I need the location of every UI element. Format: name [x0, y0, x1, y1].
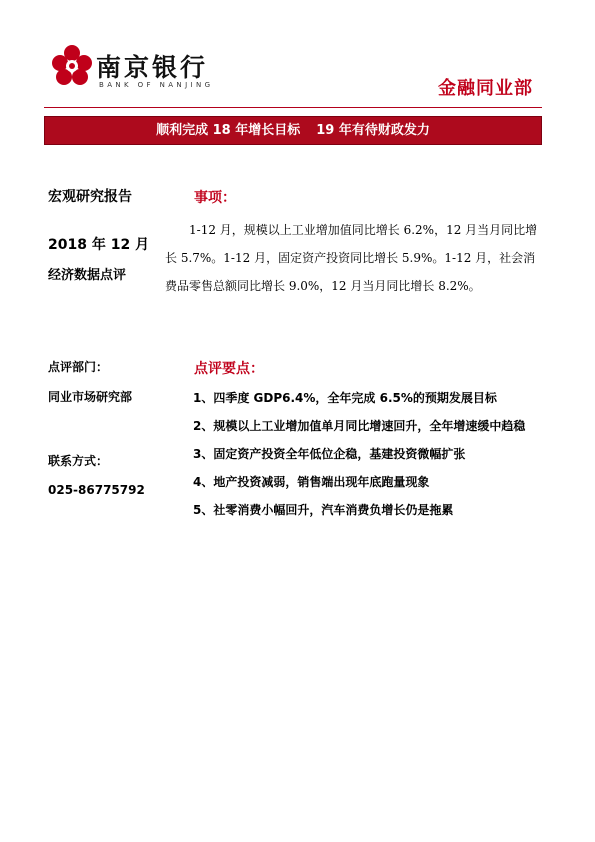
key-point-3: 3、固定资产投资全年低位企稳，基建投资微幅扩张 — [193, 447, 466, 461]
headline-part-1: 顺利完成 18 年增长目标 — [156, 123, 301, 138]
department-title: 金融同业部 — [438, 78, 533, 99]
key-point-2: 2、规模以上工业增加值单月同比增速回升，全年增速缓中趋稳 — [193, 419, 526, 433]
dept-label: 点评部门： — [48, 360, 109, 374]
key-point-5: 5、社零消费小幅回升，汽车消费负增长仍是拖累 — [193, 503, 454, 517]
points-title: 点评要点： — [194, 361, 264, 377]
dept-value: 同业市场研究部 — [48, 390, 133, 404]
report-type: 宏观研究报告 — [48, 189, 132, 205]
headline-part-2: 19 年有待财政发力 — [316, 123, 430, 138]
report-category: 经济数据点评 — [48, 268, 127, 283]
bank-logo — [52, 44, 262, 96]
bank-flower-icon — [52, 44, 92, 88]
contact-label: 联系方式： — [48, 454, 109, 468]
matters-text: 1-12 月，规模以上工业增加值同比增长 6.2%，12 月当月同比增长 5.7%。1-12 月，固定资产投资同比增长 5.9%。1-12 月，社会消费品零售总额同比增长 9.0%，12 月当月同比增长 8.2%。 — [165, 223, 538, 293]
contact-phone: 025-86775792 — [48, 483, 145, 497]
key-points-list — [165, 384, 543, 524]
header-divider — [44, 107, 542, 108]
logo-chinese-name: 南京银行 — [96, 53, 209, 82]
report-date: 2018 年 12 月 — [48, 237, 150, 253]
page-header — [0, 0, 595, 110]
headline-banner — [44, 116, 542, 145]
key-point-4: 4、地产投资减弱，销售端出现年底跑量现象 — [193, 475, 430, 489]
matters-title: 事项： — [194, 190, 236, 206]
key-point-1: 1、四季度 GDP6.4%，全年完成 6.5%的预期发展目标 — [193, 391, 497, 405]
logo-english-name: BANK OF NANJING — [99, 81, 214, 89]
